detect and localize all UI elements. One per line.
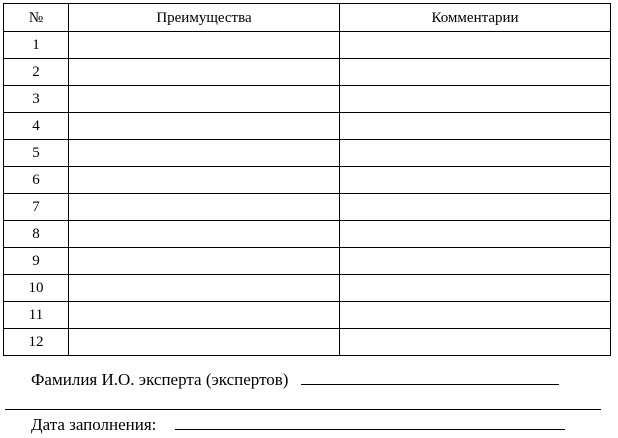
comment-cell[interactable]	[340, 221, 611, 248]
table-row	[4, 248, 611, 275]
expert-name-label: Фамилия И.О. эксперта (экспертов)	[31, 370, 289, 389]
advantage-cell[interactable]	[69, 113, 340, 140]
row-number: 10	[4, 275, 69, 302]
row-number: 5	[4, 140, 69, 167]
row-number: 9	[4, 248, 69, 275]
fill-date-label: Дата заполнения:	[31, 415, 157, 434]
table-row	[4, 194, 611, 221]
table-row	[4, 167, 611, 194]
comment-cell[interactable]	[340, 167, 611, 194]
comment-cell[interactable]	[340, 113, 611, 140]
expert-name-continuation-line[interactable]	[5, 409, 601, 410]
fill-date-field[interactable]	[175, 428, 565, 430]
comment-cell[interactable]	[340, 140, 611, 167]
advantage-cell[interactable]	[69, 248, 340, 275]
advantages-table	[3, 3, 611, 356]
header-number: №	[4, 4, 69, 32]
advantage-cell[interactable]	[69, 86, 340, 113]
comment-cell[interactable]	[340, 32, 611, 59]
header-advantages: Преимущества	[69, 4, 340, 32]
row-number: 3	[4, 86, 69, 113]
advantage-cell[interactable]	[69, 167, 340, 194]
expert-name-field[interactable]	[301, 383, 559, 385]
advantage-cell[interactable]	[69, 140, 340, 167]
row-number: 7	[4, 194, 69, 221]
comment-cell[interactable]	[340, 194, 611, 221]
table-row	[4, 329, 611, 356]
row-number: 12	[4, 329, 69, 356]
fill-date-line	[31, 415, 565, 435]
table-row	[4, 86, 611, 113]
table-row	[4, 113, 611, 140]
table-row	[4, 32, 611, 59]
row-number: 4	[4, 113, 69, 140]
row-number: 11	[4, 302, 69, 329]
advantage-cell[interactable]	[69, 329, 340, 356]
table-row	[4, 140, 611, 167]
comment-cell[interactable]	[340, 329, 611, 356]
advantage-cell[interactable]	[69, 221, 340, 248]
table-row	[4, 275, 611, 302]
header-comments: Комментарии	[340, 4, 611, 32]
table-row	[4, 221, 611, 248]
row-number: 1	[4, 32, 69, 59]
row-number: 2	[4, 59, 69, 86]
expert-name-line	[31, 370, 559, 390]
table-row	[4, 302, 611, 329]
comment-cell[interactable]	[340, 302, 611, 329]
comment-cell[interactable]	[340, 86, 611, 113]
advantage-cell[interactable]	[69, 194, 340, 221]
table-row	[4, 59, 611, 86]
row-number: 6	[4, 167, 69, 194]
comment-cell[interactable]	[340, 248, 611, 275]
advantage-cell[interactable]	[69, 59, 340, 86]
comment-cell[interactable]	[340, 59, 611, 86]
comment-cell[interactable]	[340, 275, 611, 302]
table-header-row	[4, 4, 611, 32]
advantage-cell[interactable]	[69, 32, 340, 59]
advantage-cell[interactable]	[69, 302, 340, 329]
advantage-cell[interactable]	[69, 275, 340, 302]
row-number: 8	[4, 221, 69, 248]
